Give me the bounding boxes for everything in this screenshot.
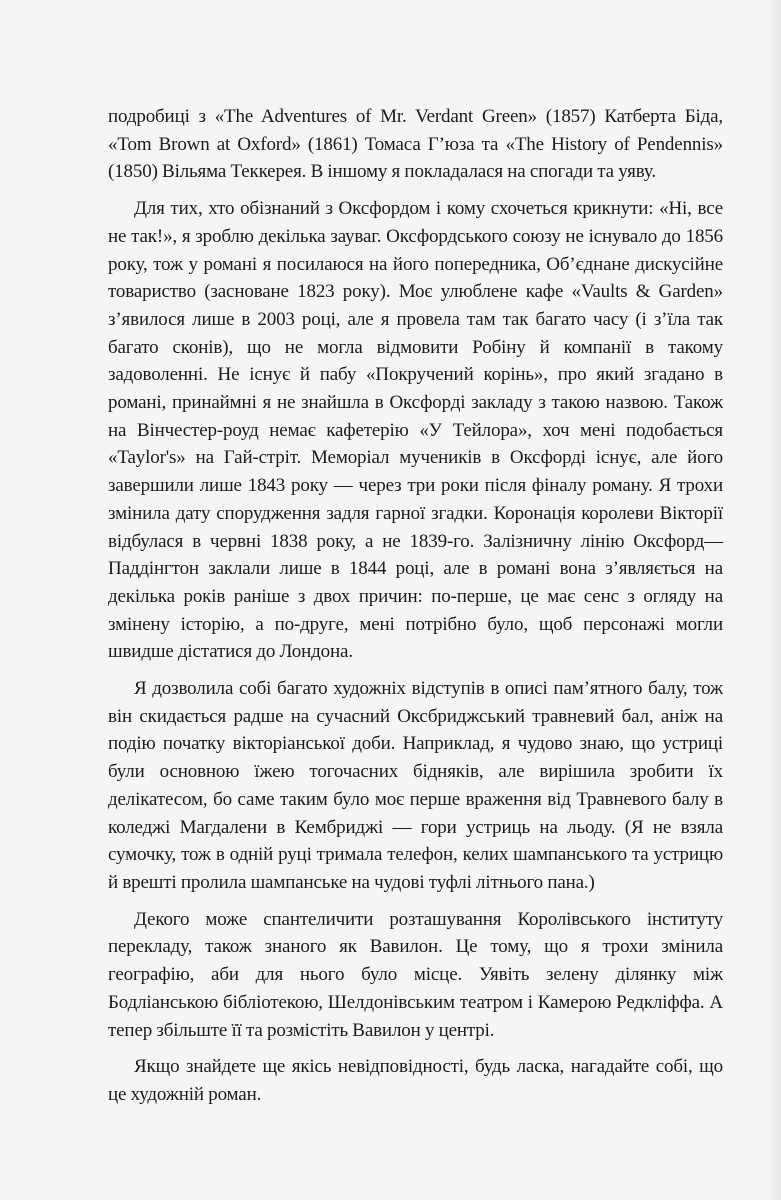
paragraph-4: Декого може спантеличити розташування Королівського інституту перекладу, також знаного як Вавилон. Це тому, що я трохи змінила географію, аби для нього було місце. Уявіть зелену ділянку між Бодліанською бібліотекою, Шелдонівським театром і Камерою Редкліффа. А тепер збільште її та розмістіть Вавилон у центрі. bbox=[108, 908, 723, 1041]
paragraph-1: подробиці з «The Adventures of Mr. Verdant Green» (1857) Катберта Біда, «Tom Brown at Oxford» (1861) Томаса Гʼюза та «The History of Pendennis» (1850) Вільяма Теккерея. В іншому я покладалася на спогади та уяву. bbox=[108, 106, 723, 183]
text-body bbox=[108, 103, 723, 1109]
paragraph-5: Якщо знайдете ще якісь невідповідності, будь ласка, нагадайте собі, що це художній роман. bbox=[108, 1056, 723, 1105]
paragraph-3: Я дозволила собі багато художніх відступів в описі памʼятного балу, тож він скидається радше на сучасний Оксбриджський травневий бал, аніж на подію початку вікторіанської доби. Наприклад, я чудово знаю, що устриці були основною їжею тогочасних бідняків, але вирішила зробити їх делікатесом, бо саме таким було моє перше враження від Травневого балу в коледжі Магдалени в Кембриджі — гори устриць на льоду. (Я не взяла сумочку, тож в одній руці тримала телефон, келих шампанського та устрицю й врешті пролила шампанське на чудові туфлі літнього пана.) bbox=[108, 678, 723, 893]
paragraph-2: Для тих, хто обізнаний з Оксфордом і кому схочеться крикнути: «Ні, все не так!», я зроблю декілька зауваг. Оксфордського союзу не існувало до 1856 року, тож у романі я посилаюся на його попередника, Обʼєднане дискусійне товариство (засноване 1823 року). Моє улюблене кафе «Vaults & Garden» зʼявилося лише в 2003 році, але я провела там так багато часу (і зʼїла так багато сконів), що не могла відмовити Робіну й компанії в такому задоволенні. Не існує й пабу «Покручений корінь», про який згадано в романі, принаймні я не знайшла в Оксфорді закладу з такою назвою. Також на Вінчестер-роуд немає кафетерію «У Тейлора», хоч мені подобається «Taylor's» на Гай-стріт. Меморіал мучеників в Оксфорді існує, але його завершили лише 1843 року — через три роки після фіналу роману. Я трохи змінила дату спорудження задля гарної згадки. Коронація королеви Вікторії відбулася в червні 1838 року, а не 1839-го. Залізничну лінію Оксфорд—Паддінгтон заклали лише в 1844 році, але в романі вона зʼявляється на декілька років раніше з двох причин: по-перше, це має сенс з огляду на змінену історію, а по-друге, мені потрібно було, щоб персонажі могли швидше дістатися до Лондона. bbox=[108, 198, 723, 663]
page-edge-shadow bbox=[767, 0, 781, 1200]
